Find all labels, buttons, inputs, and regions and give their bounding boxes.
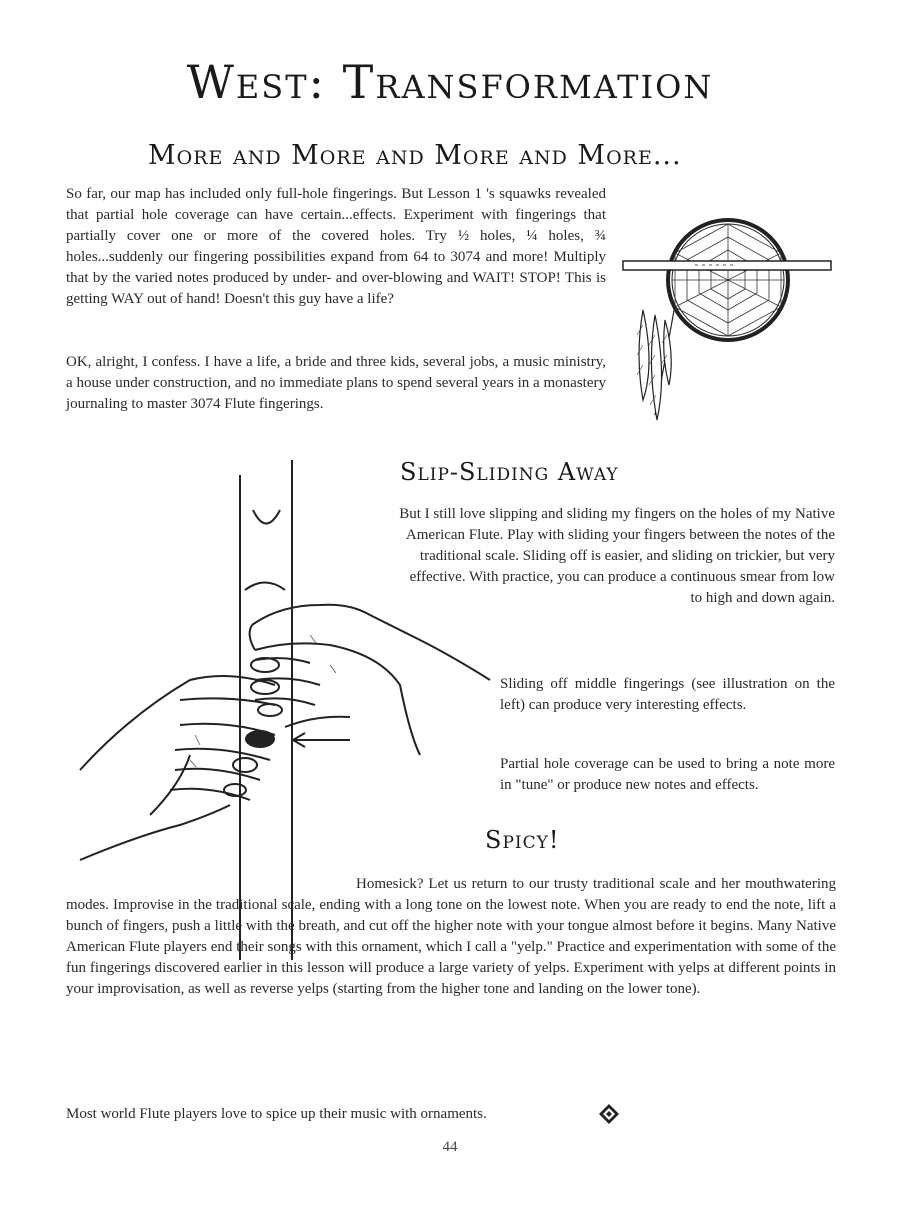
section-heading-slip-sliding: Slip-Sliding Away [400,458,619,486]
dreamcatcher-illustration [615,215,815,425]
page-title: West: Transformation [186,55,714,109]
paragraph-partial-coverage: Partial hole coverage can be used to bring a note more in "tune" or produce new notes and effects. [500,756,835,793]
section-heading-more: More and More and More and More... [148,140,682,171]
diamond-ornament-icon [598,1103,620,1125]
page-number: 44 [442,1139,458,1155]
paragraph-confession: OK, alright, I confess. I have a life, a bride and three kids, several jobs, a music ministry, a house under construction, and no immediate plans to spend several years in a monastery journaling to master 3074 Flute fingerings. [66,354,606,412]
section-heading-spicy: Spicy! [485,826,560,854]
paragraph-partial-holes: So far, our map has included only full-hole fingerings. But Lesson 1 's squawks revealed that partial hole coverage can have certain...effects. Experiment with fingerings that partially cover one or more of the covered holes. Try ½ holes, ¼ holes, ¾ holes...suddenly our fingering possibilities expand from 64 to 3074 and more! Multiply that by the varied notes produced by under- and over-blowing and WAIT! STOP! This is getting WAY out of hand! Doesn't this guy have a life? [66,186,606,307]
paragraph-yelps: Homesick? Let us return to our trusty traditional scale and her mouthwatering modes. Improvise in the traditional scale, ending with a long tone on the lowest note. When you are ready to end the note, lift a bunch of fingers, push a little with the breath, and cut off the higher note with your tongue almost before it begins. Many Native American Flute players end their songs with this ornament, which I call a "yelp." Practice and experimentation with some of the fun fingerings discovered earlier in this lesson will produce a large variety of yelps. Experiment with yelps at different points in your improvisation, as well as reverse yelps (starting from the higher tone and landing on the lower tone). [66,876,836,997]
paragraph-sliding: But I still love slipping and sliding my fingers on the holes of my Native American Flute. Play with sliding your fingers between the notes of the traditional scale. Sliding off is easier, and sliding on trickier, but very effective. With practice, you can produce a continuous smear from low to high and down again. [399,506,835,606]
paragraph-ornaments: Most world Flute players love to spice up their music with ornaments. [66,1106,487,1122]
paragraph-middle-fingerings: Sliding off middle fingerings (see illustration on the left) can produce very interesting effects. [500,676,835,713]
